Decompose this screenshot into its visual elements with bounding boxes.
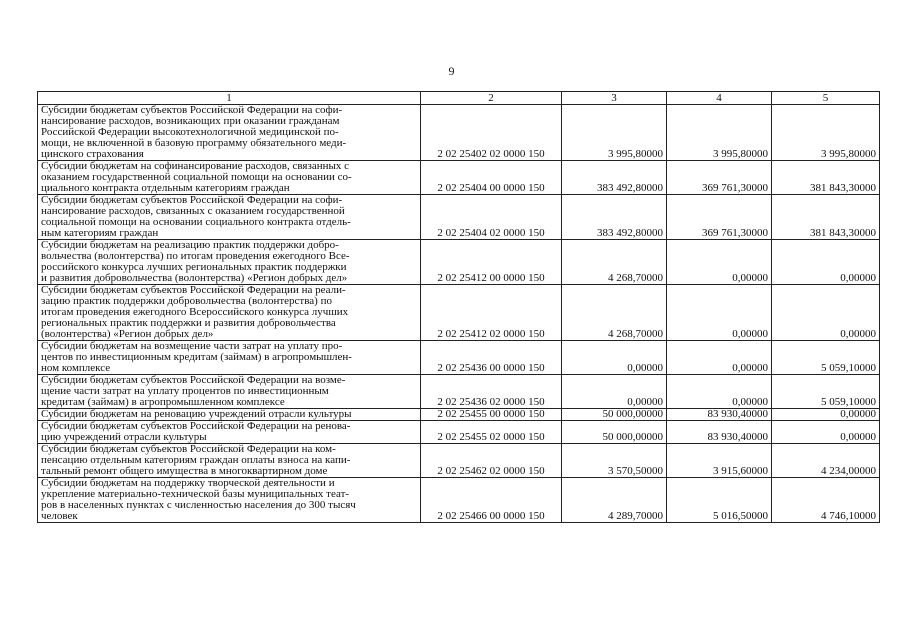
description-line: Российской Федерации высокотехнологичной медицинской по- — [41, 126, 339, 138]
amount-column-4: 83 930,40000 — [667, 409, 772, 421]
amount-column-5: 0,00000 — [772, 421, 880, 444]
budget-classification-code: 2 02 25402 02 0000 150 — [421, 105, 562, 161]
description-line: центов по инвестиционным кредитам (займам) в агропромышлен- — [41, 351, 352, 363]
description-line: итогам проведения ежегодного Всероссийского конкурса лучших — [41, 306, 349, 318]
table-row — [38, 161, 880, 195]
table-row — [38, 409, 880, 421]
revenue-description — [38, 195, 421, 240]
description-line: и развития добровольчества (волонтерства) «Регион добрых дел» — [41, 272, 348, 284]
budget-classification-code: 2 02 25466 00 0000 150 — [421, 478, 562, 523]
amount-column-3: 0,00000 — [562, 341, 667, 375]
column-header: 1 — [38, 92, 421, 105]
amount-column-4: 0,00000 — [667, 375, 772, 409]
amount-column-3: 383 492,80000 — [562, 161, 667, 195]
amount-column-3: 3 995,80000 — [562, 105, 667, 161]
amount-column-3: 4 289,70000 — [562, 478, 667, 523]
amount-column-4: 83 930,40000 — [667, 421, 772, 444]
description-line: ров в населенных пунктах с численностью населения до 300 тысяч — [41, 499, 356, 511]
description-line: циального контракта отдельным категориям граждан — [41, 182, 290, 194]
description-line: Субсидии бюджетам на реализацию практик поддержки добро- — [41, 239, 339, 251]
table-row — [38, 375, 880, 409]
description-line: Субсидии бюджетам на поддержку творческой деятельности и — [41, 477, 335, 489]
description-line: тальный ремонт общего имущества в многоквартирном доме — [41, 465, 328, 477]
description-line: оказанием государственной социальной помощи на основании со- — [41, 171, 352, 183]
table-row — [38, 195, 880, 240]
amount-column-4: 369 761,30000 — [667, 195, 772, 240]
table-row — [38, 285, 880, 341]
description-line: (волонтерства) «Регион добрых дел» — [41, 328, 214, 340]
column-header: 3 — [562, 92, 667, 105]
description-line: социальной помощи на основании социального контракта отдель- — [41, 216, 351, 228]
amount-column-5: 5 059,10000 — [772, 375, 880, 409]
amount-column-3: 0,00000 — [562, 375, 667, 409]
table-row — [38, 240, 880, 285]
revenue-description — [38, 240, 421, 285]
table-row — [38, 421, 880, 444]
amount-column-5: 4 746,10000 — [772, 478, 880, 523]
description-line: вольчества (волонтерства) по итогам проведения ежегодного Все- — [41, 250, 350, 262]
amount-column-3: 383 492,80000 — [562, 195, 667, 240]
description-line: ным категориям граждан — [41, 227, 159, 239]
column-header: 5 — [772, 92, 880, 105]
budget-classification-code: 2 02 25412 02 0000 150 — [421, 285, 562, 341]
amount-column-4: 0,00000 — [667, 285, 772, 341]
description-line: Субсидии бюджетам субъектов Российской Федерации на реали- — [41, 284, 346, 296]
amount-column-5: 0,00000 — [772, 240, 880, 285]
amount-column-4: 0,00000 — [667, 341, 772, 375]
description-line: Субсидии бюджетам субъектов Российской Федерации на софи- — [41, 194, 343, 206]
description-line: нансирование расходов, связанных с оказанием государственной — [41, 205, 345, 217]
description-line: кредитам (займам) в агропромышленном комплексе — [41, 396, 285, 408]
budget-classification-code: 2 02 25436 02 0000 150 — [421, 375, 562, 409]
description-line: ном комплексе — [41, 362, 111, 374]
amount-column-4: 3 995,80000 — [667, 105, 772, 161]
amount-column-5: 3 995,80000 — [772, 105, 880, 161]
budget-classification-code: 2 02 25404 02 0000 150 — [421, 195, 562, 240]
description-line: Субсидии бюджетам субъектов Российской Федерации на возме- — [41, 374, 346, 386]
amount-column-4: 369 761,30000 — [667, 161, 772, 195]
revenue-description — [38, 409, 421, 421]
revenue-description — [38, 478, 421, 523]
revenue-description — [38, 444, 421, 478]
budget-table — [37, 91, 880, 523]
amount-column-3: 50 000,00000 — [562, 421, 667, 444]
budget-classification-code: 2 02 25455 00 0000 150 — [421, 409, 562, 421]
column-header: 4 — [667, 92, 772, 105]
description-line: Субсидии бюджетам на реновацию учреждений отрасли культуры — [41, 408, 352, 420]
description-line: российского конкурса лучших региональных практик поддержки — [41, 261, 347, 273]
revenue-description — [38, 161, 421, 195]
amount-column-5: 381 843,30000 — [772, 195, 880, 240]
description-line: человек — [41, 510, 78, 522]
description-line: нансирование расходов, возникающих при оказании гражданам — [41, 115, 340, 127]
budget-classification-code: 2 02 25436 00 0000 150 — [421, 341, 562, 375]
column-header: 2 — [421, 92, 562, 105]
amount-column-3: 4 268,70000 — [562, 285, 667, 341]
revenue-description — [38, 421, 421, 444]
amount-column-3: 3 570,50000 — [562, 444, 667, 478]
budget-classification-code: 2 02 25462 02 0000 150 — [421, 444, 562, 478]
table-row — [38, 341, 880, 375]
amount-column-5: 4 234,00000 — [772, 444, 880, 478]
amount-column-5: 0,00000 — [772, 285, 880, 341]
description-line: Субсидии бюджетам субъектов Российской Федерации на софи- — [41, 104, 343, 116]
description-line: пенсацию отдельным категориям граждан оплаты взноса на капи- — [41, 454, 351, 466]
table-row — [38, 478, 880, 523]
table-row — [38, 105, 880, 161]
amount-column-4: 0,00000 — [667, 240, 772, 285]
description-line: Субсидии бюджетам на софинансирование расходов, связанных с — [41, 160, 349, 172]
amount-column-4: 3 915,60000 — [667, 444, 772, 478]
description-line: региональных практик поддержки и развития добровольчества — [41, 317, 336, 329]
description-line: Субсидии бюджетам субъектов Российской Федерации на ренова- — [41, 420, 351, 432]
table-body — [38, 105, 880, 523]
revenue-description — [38, 105, 421, 161]
description-line: Субсидии бюджетам субъектов Российской Федерации на ком- — [41, 443, 336, 455]
description-line: Субсидии бюджетам на возмещение части затрат на уплату про- — [41, 340, 343, 352]
budget-classification-code: 2 02 25404 00 0000 150 — [421, 161, 562, 195]
description-line: мощи, не включенной в базовую программу обязательного меди- — [41, 137, 347, 149]
budget-classification-code: 2 02 25412 00 0000 150 — [421, 240, 562, 285]
amount-column-5: 0,00000 — [772, 409, 880, 421]
budget-classification-code: 2 02 25455 02 0000 150 — [421, 421, 562, 444]
revenue-description — [38, 375, 421, 409]
revenue-description — [38, 341, 421, 375]
description-line: щение части затрат на уплату процентов по инвестиционным — [41, 385, 329, 397]
description-line: цинского страхования — [41, 148, 144, 160]
table-row — [38, 444, 880, 478]
amount-column-4: 5 016,50000 — [667, 478, 772, 523]
table-header-row — [38, 92, 880, 105]
amount-column-5: 5 059,10000 — [772, 341, 880, 375]
revenue-description — [38, 285, 421, 341]
description-line: зацию практик поддержки добровольчества (волонтерства) по — [41, 295, 332, 307]
amount-column-5: 381 843,30000 — [772, 161, 880, 195]
page-number: 9 — [448, 64, 455, 78]
description-line: укрепление материально-технической базы муниципальных теат- — [41, 488, 350, 500]
amount-column-3: 4 268,70000 — [562, 240, 667, 285]
amount-column-3: 50 000,00000 — [562, 409, 667, 421]
description-line: цию учреждений отрасли культуры — [41, 431, 207, 443]
